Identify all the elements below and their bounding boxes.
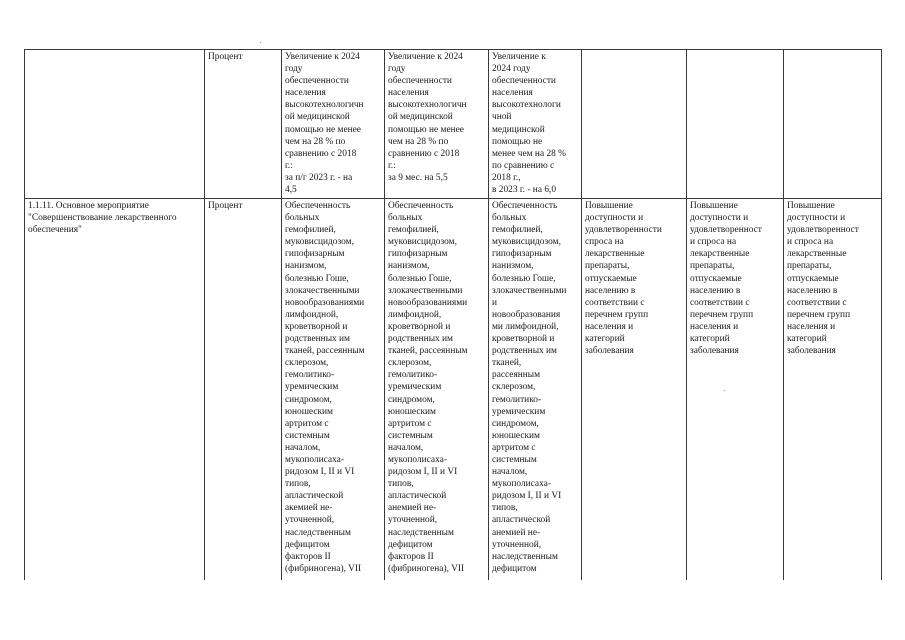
table-cell-result-3: Повышение доступности и удовлетворенност и спроса на лекарственные препараты, отпускаемые населению в соответствии с перечнем групп населения и категорий заболевания bbox=[784, 199, 882, 580]
table-cell-unit: Процент bbox=[205, 199, 282, 580]
table-cell-event: 1.1.11. Основное мероприятие "Совершенствование лекарственного обеспечения" bbox=[25, 199, 205, 580]
table-cell-result-2 bbox=[687, 50, 784, 199]
scan-speck bbox=[260, 42, 261, 43]
table-cell-value-1: Увеличение к 2024 году обеспеченности населения высокотехнологичн ой медицинской помощью не менее чем на 28 % по сравнению с 2018 г.: за п/г 2023 г. - на 4,5 bbox=[282, 50, 385, 199]
table-cell-value-2: Обеспеченность больных гемофилией, муковисцидозом, гипофизарным нанизмом, болезнью Гоше, злокачественными новообразованиями лимфоидной, кроветворной и родственных им тканей, рассеянным склерозом, гемолитико- уремическим синдромом, юношеским артритом с системным началом, мукополисаха- ридозом I, II и VI типов, апластической анемией не- уточненной, наследственным дефицитом факторов II (фибриногена), VII bbox=[385, 199, 489, 580]
measures-table bbox=[24, 49, 882, 580]
table-cell-result-1: Повышение доступности и удовлетворенности спроса на лекарственные препараты, отпускаемые населению в соответствии с перечнем групп населения и категорий заболевания bbox=[582, 199, 687, 580]
table-cell-result-3 bbox=[784, 50, 882, 199]
table-cell-value-3: Увеличение к 2024 году обеспеченности населения высокотехнологи чной медицинской помощью не менее чем на 28 % по сравнению с 2018 г., в 2023 г. - на 6,0 bbox=[489, 50, 582, 199]
table-cell-result-2: Повышение доступности и удовлетворенност и спроса на лекарственные препараты, отпускаемые населению в соответствии с перечнем групп населения и категорий заболевания bbox=[687, 199, 784, 580]
table-cell-event bbox=[25, 50, 205, 199]
table-row bbox=[25, 199, 882, 580]
table-cell-result-1 bbox=[582, 50, 687, 199]
table-cell-value-2: Увеличение к 2024 году обеспеченности населения высокотехнологичн ой медицинской помощью не менее чем на 28 % по сравнению с 2018 г.: за 9 мес. на 5,5 bbox=[385, 50, 489, 199]
table-row bbox=[25, 50, 882, 199]
table-cell-value-1: Обеспеченность больных гемофилией, муковисцидозом, гипофизарным нанизмом, болезнью Гоше, злокачественными новообразованиями лимфоидной, кроветворной и родственных им тканей, рассеянным склерозом, гемолитико- уремическим синдромом, юношеским артритом с системным началом, мукополисаха- ридозом I, II и VI типов, апластической акемией не- уточненной, наследственным дефицитом факторов II (фибриногена), VII bbox=[282, 199, 385, 580]
table-cell-value-3: Обеспеченность больных гемофилией, муковисцидозом, гипофизарным нанизмом, болезнью Гоше, злокачественными и новообразования ми лимфоидной, кроветворной и родственных им тканей, рассеянным склерозом, гемолитико- уремическим синдромом, юношеским артритом с системным началом, мукополисаха- ридозом I, II и VI типов, апластической анемией не- уточненной, наследственным дефицитом bbox=[489, 199, 582, 580]
table-cell-unit: Процент bbox=[205, 50, 282, 199]
